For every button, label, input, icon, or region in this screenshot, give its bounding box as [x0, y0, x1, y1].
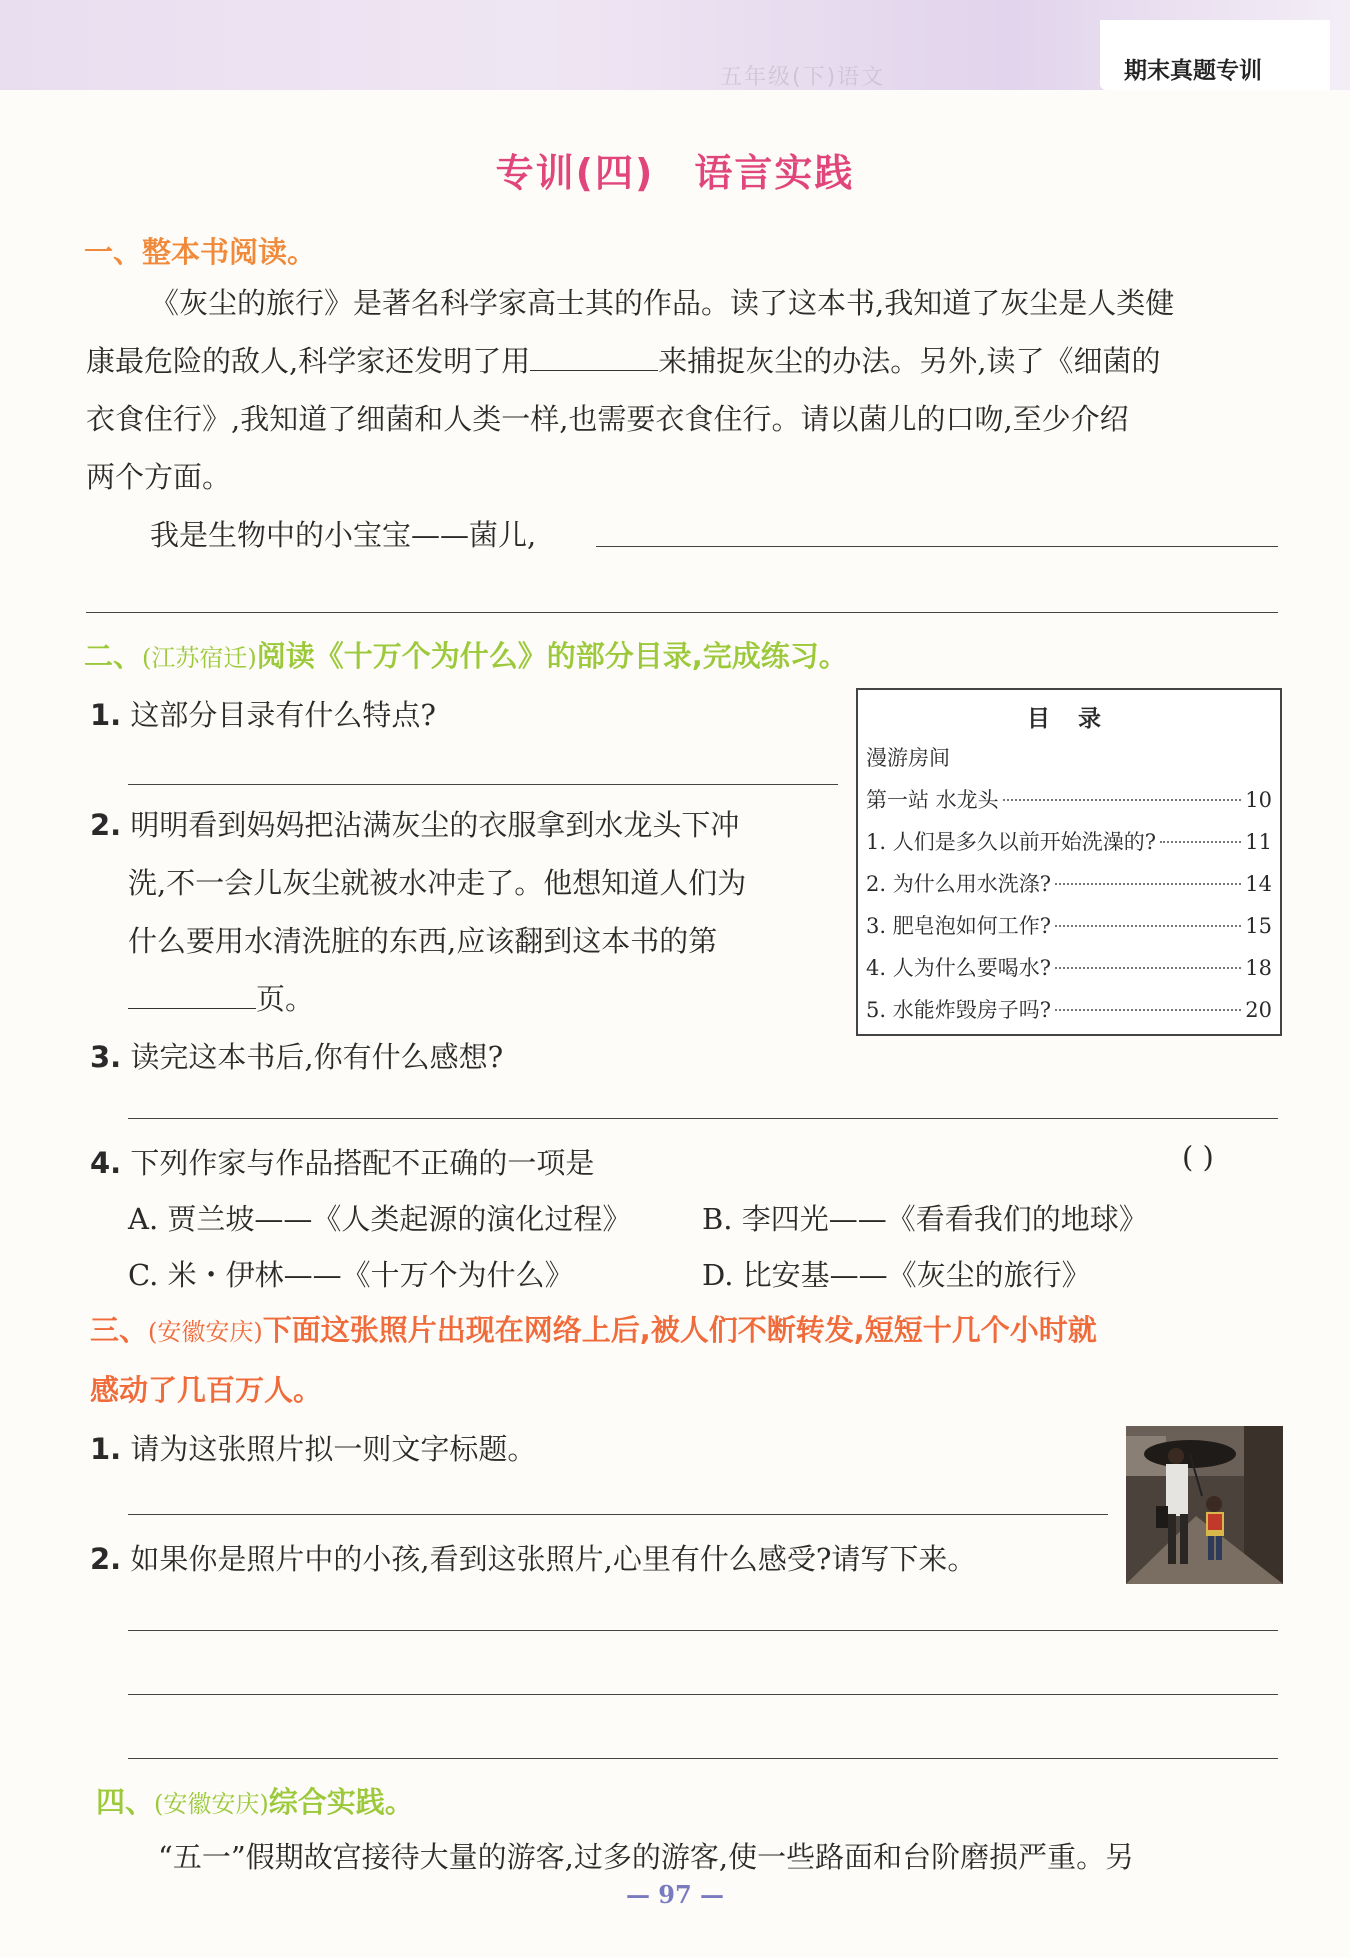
toc-row-label: 4. 人为什么要喝水? — [866, 956, 1051, 980]
toc-row-page: 11 — [1245, 830, 1272, 854]
s2-q3 — [90, 1028, 503, 1086]
toc-row — [866, 826, 1272, 856]
s2-q2-text1: 明明看到妈妈把沾满灰尘的衣服拿到水龙头下冲 — [130, 808, 740, 842]
s2-q4-option-c: C. 米・伊林——《十万个为什么》 — [128, 1258, 574, 1292]
page-number: — 97 — — [625, 1880, 725, 1909]
toc-row-label: 2. 为什么用水洗涤? — [866, 872, 1051, 896]
s2-q4 — [90, 1134, 594, 1192]
section4-heading-text: 综合实践。 — [268, 1785, 414, 1819]
s2-q1-number: 1. — [90, 698, 122, 732]
s2-q3-text: 读完这本书后,你有什么感想? — [130, 1040, 504, 1074]
s2-q2-line4 — [128, 970, 314, 1028]
toc-row-page: 10 — [1245, 788, 1272, 812]
s2-q3-answer-line[interactable] — [128, 1118, 1278, 1119]
s2-q4-option-b: B. 李四光——《看看我们的地球》 — [702, 1202, 1148, 1236]
section3-heading — [90, 1308, 1097, 1349]
section4-heading-source: (安徽安庆) — [154, 1790, 269, 1818]
s3-q2-answer-line-3[interactable] — [128, 1758, 1278, 1759]
answer-line-1[interactable] — [596, 546, 1278, 547]
toc-row — [866, 910, 1272, 940]
s2-q1-text: 这部分目录有什么特点? — [130, 698, 436, 732]
title-part1: 专训(四) — [495, 151, 655, 195]
photo-father-and-child-in-rain — [1126, 1426, 1283, 1584]
s3-q1-text: 请为这张照片拟一则文字标题。 — [130, 1432, 537, 1466]
toc-row — [866, 952, 1272, 982]
section4-line1: “五一”假期故宫接待大量的游客,过多的游客,使一些路面和台阶磨损严重。另 — [158, 1840, 1135, 1874]
section1-line5: 我是生物中的小宝宝——菌儿, — [150, 518, 537, 552]
toc-subtitle: 漫游房间 — [866, 746, 950, 770]
section1-line2 — [86, 332, 1160, 390]
s2-q4-text: 下列作家与作品搭配不正确的一项是 — [130, 1146, 595, 1180]
section2-heading-prefix: 二、 — [84, 639, 143, 673]
toc-row — [866, 994, 1272, 1024]
s2-q4-number: 4. — [90, 1146, 122, 1180]
s3-q2-number: 2. — [90, 1542, 122, 1576]
s3-q1-number: 1. — [90, 1432, 122, 1466]
s2-q3-number: 3. — [90, 1040, 122, 1074]
s2-q1 — [90, 686, 436, 744]
section4-heading — [96, 1780, 414, 1821]
toc-row — [866, 868, 1272, 898]
header-tag — [1100, 20, 1330, 90]
s3-q2 — [90, 1530, 976, 1588]
toc-row-page: 20 — [1245, 998, 1272, 1022]
toc-row — [866, 784, 1272, 814]
section4-heading-prefix: 四、 — [96, 1785, 155, 1819]
s3-q2-answer-line-1[interactable] — [128, 1630, 1278, 1631]
s2-q4-option-d: D. 比安基——《灰尘的旅行》 — [702, 1258, 1091, 1292]
s2-q4-answer-paren[interactable]: ( ) — [1182, 1140, 1214, 1174]
header-ghost-text: 五年级(下)语文 — [720, 65, 886, 90]
s2-q2-line1 — [90, 796, 739, 854]
s3-q1-answer-line[interactable] — [128, 1514, 1108, 1515]
section1-line1: 《灰尘的旅行》是著名科学家高士其的作品。读了这本书,我知道了灰尘是人类健 — [150, 286, 1175, 320]
toc-row-page: 14 — [1245, 872, 1272, 896]
section2-heading-source: (江苏宿迁) — [142, 644, 257, 672]
s3-q1 — [90, 1420, 536, 1478]
section3-heading-source: (安徽安庆) — [148, 1318, 263, 1346]
toc-row-label: 第一站 水龙头 — [866, 788, 999, 812]
s2-q2-line3: 什么要用水清洗脏的东西,应该翻到这本书的第 — [128, 924, 718, 958]
s2-q4-option-a: A. 贾兰坡——《人类起源的演化过程》 — [128, 1202, 632, 1236]
toc-subtitle-row — [866, 742, 1272, 772]
section3-heading-text: 下面这张照片出现在网络上后,被人们不断转发,短短十几个小时就 — [262, 1313, 1097, 1347]
toc-box — [856, 688, 1282, 1036]
section1-line2a: 康最危险的敌人,科学家还发明了用 — [86, 344, 531, 378]
section2-heading-text: 阅读《十万个为什么》的部分目录,完成练习。 — [256, 639, 848, 673]
s3-q2-answer-line-2[interactable] — [128, 1694, 1278, 1695]
section3-heading-line2: 感动了几百万人。 — [90, 1373, 323, 1407]
section3-heading-prefix: 三、 — [90, 1313, 149, 1347]
toc-row-page: 18 — [1245, 956, 1272, 980]
toc-row-label: 1. 人们是多久以前开始洗澡的? — [866, 830, 1156, 854]
toc-row-label: 3. 肥皂泡如何工作? — [866, 914, 1051, 938]
s2-q2-number: 2. — [90, 808, 122, 842]
toc-row-page: 15 — [1245, 914, 1272, 938]
s3-q2-text: 如果你是照片中的小孩,看到这张照片,心里有什么感受?请写下来。 — [130, 1542, 977, 1576]
s2-q2-text4: 页。 — [256, 982, 315, 1016]
header-tag-label: 期末真题专训 — [1124, 58, 1262, 84]
s2-q2-line2: 洗,不一会儿灰尘就被水冲走了。他想知道人们为 — [128, 866, 747, 900]
page-title — [0, 142, 1350, 197]
section1-line4: 两个方面。 — [86, 460, 232, 494]
toc-row-label: 5. 水能炸毁房子吗? — [866, 998, 1051, 1022]
answer-blank-1[interactable] — [530, 370, 658, 371]
title-part2: 语言实践 — [694, 151, 855, 195]
s2-q1-answer-line[interactable] — [128, 784, 838, 785]
section2-heading — [84, 634, 848, 675]
answer-line-2[interactable] — [86, 612, 1278, 613]
photo-illustration — [1126, 1426, 1283, 1584]
section1-line3: 衣食住行》,我知道了细菌和人类一样,也需要衣食住行。请以菌儿的口吻,至少介绍 — [86, 402, 1129, 436]
section1-heading: 一、整本书阅读。 — [84, 235, 317, 269]
toc-title: 目 录 — [1026, 706, 1111, 732]
section1-line2b: 来捕捉灰尘的办法。另外,读了《细菌的 — [658, 344, 1161, 378]
s2-q2-page-blank[interactable] — [128, 1008, 256, 1009]
